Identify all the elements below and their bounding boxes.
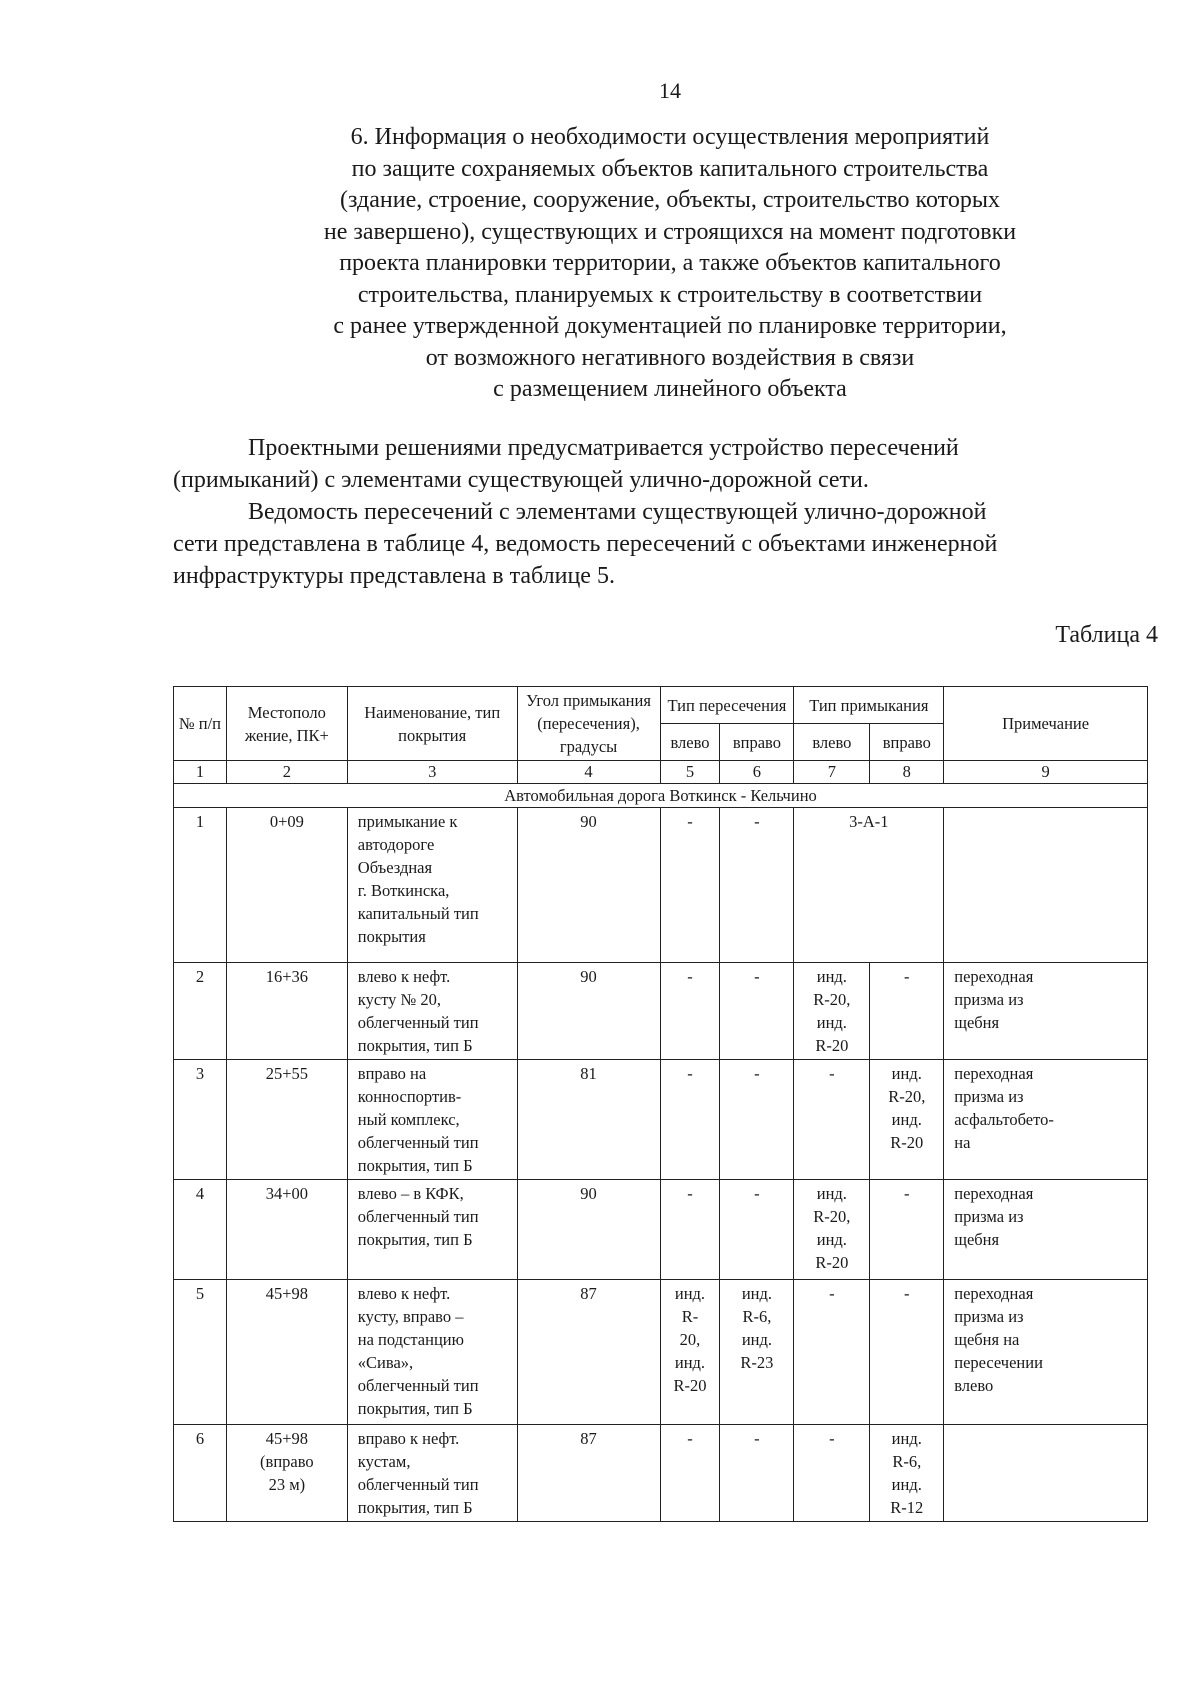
cell-text: облегченный тип xyxy=(357,1376,479,1395)
table-row xyxy=(174,1425,1148,1522)
cell-text: - xyxy=(687,1184,693,1203)
cell-text: призма из xyxy=(954,1087,1024,1106)
header-junction-left: влево xyxy=(794,724,870,761)
cell-num xyxy=(174,963,227,1060)
cell-note xyxy=(944,1060,1148,1180)
cell-text: покрытия xyxy=(357,927,426,946)
cell-text: R-20, xyxy=(813,990,851,1009)
column-number: 8 xyxy=(870,761,944,784)
cell-text: - xyxy=(904,1284,910,1303)
cell-text: г. Воткинска, xyxy=(357,881,450,900)
cell-junction-left xyxy=(794,1180,870,1280)
column-number: 3 xyxy=(347,761,517,784)
cell-text: инд. xyxy=(891,1429,922,1448)
cell-note xyxy=(944,808,1148,963)
cell-text: - xyxy=(904,967,910,986)
cell-text: асфальтобето- xyxy=(954,1110,1054,1129)
cell-num xyxy=(174,1280,227,1425)
cell-text: 25+55 xyxy=(265,1064,308,1083)
cell-crossing-right xyxy=(720,808,794,963)
cell-angle xyxy=(517,808,660,963)
cell-num xyxy=(174,808,227,963)
cell-text: ный комплекс, xyxy=(357,1110,460,1129)
cell-text: покрытия, тип Б xyxy=(357,1230,473,1249)
cell-angle xyxy=(517,963,660,1060)
body-text xyxy=(173,432,1153,592)
cell-text: на подстанцию xyxy=(357,1330,464,1349)
cell-text: «Сива», xyxy=(357,1353,414,1372)
cell-location xyxy=(226,808,347,963)
cell-text: - xyxy=(754,1184,760,1203)
cell-name xyxy=(347,1060,517,1180)
section-heading xyxy=(230,122,1110,406)
cell-note xyxy=(944,1280,1148,1425)
cell-junction-left xyxy=(794,1060,870,1180)
heading-line: не завершено), существующих и строящихся на момент подготовки xyxy=(323,218,1017,245)
cell-text: R-20 xyxy=(815,1253,849,1272)
header-crossing-type: Тип пересечения xyxy=(660,687,794,724)
cell-text: покрытия, тип Б xyxy=(357,1156,473,1175)
column-number: 1 xyxy=(174,761,227,784)
cell-angle xyxy=(517,1060,660,1180)
cell-name xyxy=(347,1280,517,1425)
cell-crossing-right xyxy=(720,963,794,1060)
paragraph-line: Ведомость пересечений с элементами существующей улично-дорожной xyxy=(248,499,987,525)
cell-text: 45+98 xyxy=(265,1284,308,1303)
heading-line: (здание, строение, сооружение, объекты, строительство которых xyxy=(340,187,1000,213)
cell-text: инд. xyxy=(891,1110,922,1129)
cell-text: 3 xyxy=(195,1064,205,1083)
cell-text: инд. xyxy=(741,1330,773,1349)
header-name: Наименование, тип покрытия xyxy=(347,687,517,761)
cell-text: инд. xyxy=(816,1184,847,1203)
cell-text: призма из xyxy=(954,1307,1024,1326)
cell-text: переходная xyxy=(954,1284,1034,1303)
cell-text: влево к нефт. xyxy=(357,967,451,986)
cell-text: 1 xyxy=(195,812,205,831)
cell-text: 2 xyxy=(195,967,205,986)
cell-text: Объездная xyxy=(357,858,433,877)
table-body xyxy=(174,808,1148,1522)
cell-text: щебня xyxy=(954,1230,1000,1249)
paragraph-line: инфраструктуры представлена в таблице 5. xyxy=(173,563,615,589)
cell-text: (вправо xyxy=(260,1452,314,1471)
cell-text: кусту, вправо – xyxy=(357,1307,464,1326)
cell-junction-right xyxy=(870,1280,944,1425)
cell-note xyxy=(944,1180,1148,1280)
cell-junction-left xyxy=(794,963,870,1060)
cell-junction-right xyxy=(870,963,944,1060)
cell-text: кустам, xyxy=(357,1452,411,1471)
page-number: 14 xyxy=(659,78,681,103)
cell-text: 5 xyxy=(195,1284,205,1303)
header-angle: Угол примыкания (пересечения), градусы xyxy=(517,687,660,761)
cell-text: вправо к нефт. xyxy=(357,1429,460,1448)
heading-line: с размещением линейного объекта xyxy=(493,376,847,402)
heading-line: 6. Информация о необходимости осуществления мероприятий xyxy=(350,124,990,150)
table-row xyxy=(174,963,1148,1060)
cell-text: R-6, xyxy=(742,1307,772,1326)
header-crossing-left: влево xyxy=(660,724,720,761)
heading-line: строительства, планируемых к строительству в соответствии xyxy=(357,281,983,308)
cell-text: покрытия, тип Б xyxy=(357,1399,473,1418)
cell-text: - xyxy=(754,812,760,831)
cell-text: R-20, xyxy=(888,1087,926,1106)
table-caption: Таблица 4 xyxy=(1055,622,1158,648)
cell-location xyxy=(226,1180,347,1280)
cell-text: - xyxy=(754,967,760,986)
cell-text: R-6, xyxy=(892,1452,922,1471)
cell-crossing-left xyxy=(660,1060,720,1180)
cell-crossing-right xyxy=(720,1425,794,1522)
cell-text: вправо на xyxy=(357,1064,427,1083)
cell-text: покрытия, тип Б xyxy=(357,1036,473,1055)
cell-junction-left xyxy=(794,1280,870,1425)
cell-text: 87 xyxy=(580,1429,597,1448)
cell-text: 45+98 xyxy=(265,1429,308,1448)
cell-text: - xyxy=(829,1064,835,1083)
cell-crossing-left xyxy=(660,1425,720,1522)
cell-text: 90 xyxy=(580,1184,597,1203)
header-junction-right: вправо xyxy=(870,724,944,761)
cell-crossing-left xyxy=(660,808,720,963)
cell-text: облегченный тип xyxy=(357,1133,479,1152)
cell-text: переходная xyxy=(954,967,1034,986)
cell-text: 23 м) xyxy=(268,1475,306,1494)
cell-angle xyxy=(517,1425,660,1522)
header-note: Примечание xyxy=(944,687,1148,761)
group-row xyxy=(174,784,1148,808)
cell-location xyxy=(226,963,347,1060)
cell-text: инд. xyxy=(891,1475,922,1494)
cell-text: инд. xyxy=(816,1230,847,1249)
heading-line: от возможного негативного воздействия в связи xyxy=(425,344,915,371)
cell-junction-right xyxy=(870,1060,944,1180)
cell-text: кусту № 20, xyxy=(357,990,441,1009)
cell-text: 0+09 xyxy=(269,812,304,831)
cell-text: инд. xyxy=(816,967,847,986)
road-group-label: Автомобильная дорога Воткинск - Кельчино xyxy=(174,784,1148,808)
cell-text: 81 xyxy=(580,1064,597,1083)
cell-crossing-left xyxy=(660,963,720,1060)
cell-name xyxy=(347,1180,517,1280)
crossings-table xyxy=(173,686,1148,1522)
cell-text: - xyxy=(687,967,693,986)
cell-text: - xyxy=(687,1064,693,1083)
cell-text: - xyxy=(829,1284,835,1303)
table-row xyxy=(174,1280,1148,1425)
cell-text: призма из xyxy=(954,990,1024,1009)
table-row xyxy=(174,1060,1148,1180)
cell-text: автодороге xyxy=(357,835,435,854)
cell-text: на xyxy=(954,1133,971,1152)
cell-text: 3-А-1 xyxy=(849,812,889,831)
cell-angle xyxy=(517,1180,660,1280)
cell-note xyxy=(944,963,1148,1060)
cell-text: R-20 xyxy=(815,1036,849,1055)
cell-crossing-right xyxy=(720,1280,794,1425)
cell-text: влево к нефт. xyxy=(357,1284,451,1303)
cell-num xyxy=(174,1425,227,1522)
paragraph-line: сети представлена в таблице 4, ведомость пересечений с объектами инженерной xyxy=(173,531,998,557)
cell-crossing-left xyxy=(660,1180,720,1280)
cell-text: - xyxy=(754,1064,760,1083)
cell-text: конноспортив- xyxy=(357,1087,462,1106)
cell-text: облегченный тип xyxy=(357,1207,479,1226)
column-number: 7 xyxy=(794,761,870,784)
column-number-row xyxy=(174,761,1148,784)
cell-num xyxy=(174,1180,227,1280)
cell-location xyxy=(226,1280,347,1425)
cell-text: 90 xyxy=(580,967,597,986)
heading-line: с ранее утвержденной документацией по планировке территории, xyxy=(333,313,1007,339)
cell-text: - xyxy=(904,1184,910,1203)
cell-location xyxy=(226,1425,347,1522)
column-number: 5 xyxy=(660,761,720,784)
header-num: № п/п xyxy=(174,687,227,761)
cell-text: инд. xyxy=(674,1353,706,1372)
cell-text: капитальный тип xyxy=(357,904,479,923)
cell-text: щебня xyxy=(954,1013,1000,1032)
paragraph-line: Проектными решениями предусматривается устройство пересечений xyxy=(248,435,959,461)
cell-name xyxy=(347,1425,517,1522)
cell-note xyxy=(944,1425,1148,1522)
column-number: 9 xyxy=(944,761,1148,784)
header-junction-type: Тип примыкания xyxy=(794,687,944,724)
column-number: 4 xyxy=(517,761,660,784)
column-number: 6 xyxy=(720,761,794,784)
cell-text: R- xyxy=(681,1307,699,1326)
cell-name xyxy=(347,808,517,963)
cell-text: 6 xyxy=(195,1429,205,1448)
cell-name xyxy=(347,963,517,1060)
cell-junction-right xyxy=(870,1425,944,1522)
cell-text: R-20 xyxy=(890,1133,924,1152)
cell-text: инд. xyxy=(674,1284,706,1303)
cell-text: покрытия, тип Б xyxy=(357,1498,473,1517)
heading-line: проекта планировки территории, а также объектов капитального xyxy=(339,250,1001,276)
cell-text: облегченный тип xyxy=(357,1013,479,1032)
cell-location xyxy=(226,1060,347,1180)
table-row xyxy=(174,808,1148,963)
cell-text: инд. xyxy=(816,1013,847,1032)
cell-text: 4 xyxy=(195,1184,205,1203)
cell-angle xyxy=(517,1280,660,1425)
cell-text: щебня на xyxy=(954,1330,1020,1349)
cell-junction-left xyxy=(794,1425,870,1522)
cell-text: влево – в КФК, xyxy=(357,1184,464,1203)
cell-text: 90 xyxy=(580,812,597,831)
cell-text: пересечении xyxy=(954,1353,1043,1372)
table-row xyxy=(174,1180,1148,1280)
header-crossing-right: вправо xyxy=(720,724,794,761)
paragraph-line: (примыканий) с элементами существующей улично-дорожной сети. xyxy=(173,467,869,493)
column-number: 2 xyxy=(226,761,347,784)
cell-text: R-20 xyxy=(673,1376,707,1395)
cell-text: переходная xyxy=(954,1184,1034,1203)
cell-text: 16+36 xyxy=(265,967,308,986)
header-location: Местополо жение, ПК+ xyxy=(226,687,347,761)
cell-text: - xyxy=(754,1429,760,1448)
cell-text: инд. xyxy=(741,1284,773,1303)
cell-text: облегченный тип xyxy=(357,1475,479,1494)
cell-junction-type xyxy=(794,808,944,963)
cell-text: - xyxy=(687,1429,693,1448)
cell-text: 34+00 xyxy=(265,1184,308,1203)
cell-num xyxy=(174,1060,227,1180)
cell-text: - xyxy=(687,812,693,831)
cell-text: R-23 xyxy=(740,1353,774,1372)
cell-text: 87 xyxy=(580,1284,597,1303)
cell-text: примыкание к xyxy=(357,812,458,831)
cell-text: влево xyxy=(954,1376,994,1395)
cell-text: призма из xyxy=(954,1207,1024,1226)
cell-text: R-12 xyxy=(890,1498,924,1517)
cell-crossing-right xyxy=(720,1180,794,1280)
cell-text: R-20, xyxy=(813,1207,851,1226)
cell-junction-right xyxy=(870,1180,944,1280)
cell-text: инд. xyxy=(891,1064,922,1083)
cell-text: 20, xyxy=(679,1330,701,1349)
heading-line: по защите сохраняемых объектов капитального строительства xyxy=(351,155,989,182)
cell-crossing-right xyxy=(720,1060,794,1180)
cell-crossing-left xyxy=(660,1280,720,1425)
cell-text: - xyxy=(829,1429,835,1448)
cell-text: переходная xyxy=(954,1064,1034,1083)
